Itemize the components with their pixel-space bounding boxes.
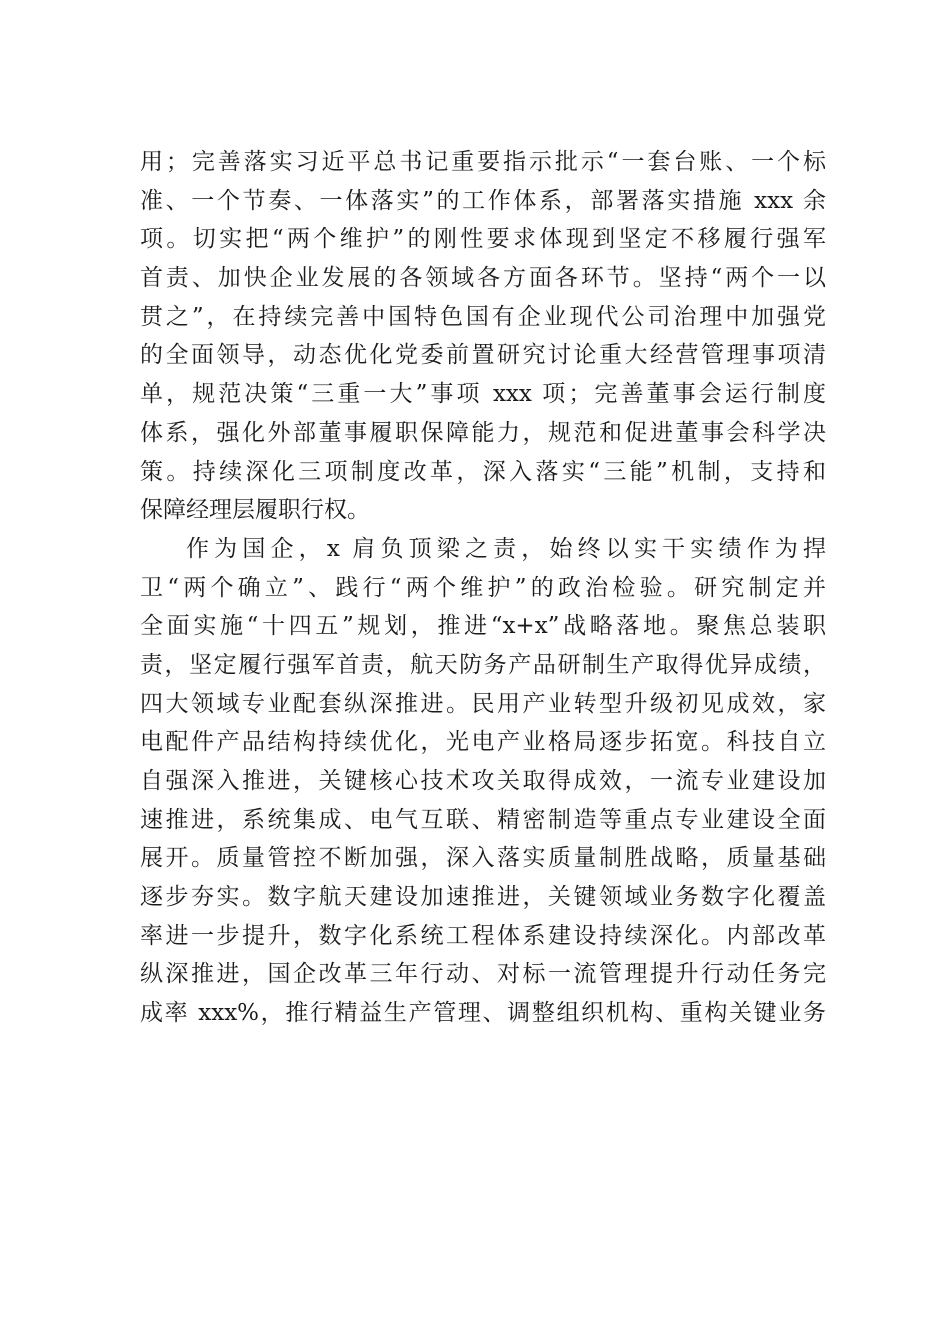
text-line: 作为国企，x 肩负顶梁之责，始终以实干实绩作为捍 [186,535,826,562]
text-line: 纵深推进，国企改革三年行动、对标一流管理提升行动任务完 [140,961,826,988]
text-line: 首责、加快企业发展的各领域各方面各环节。坚持“两个一以 [140,265,826,292]
text-line: 的全面领导，动态优化党委前置研究讨论重大经营管理事项清 [140,342,826,369]
text-line: 项。切实把“两个维护”的刚性要求体现到坚定不移履行强军 [140,226,826,253]
text-line: 策。持续深化三项制度改革，深入落实“三能”机制，支持和 [140,458,826,485]
text-line: 展开。质量管控不断加强，深入落实质量制胜战略，质量基础 [140,845,826,872]
text-line: 速推进，系统集成、电气互联、精密制造等重点专业建设全面 [140,806,826,833]
text-line: 体系，强化外部董事履职保障能力，规范和促进董事会科学决 [140,419,826,446]
text-line: 自强深入推进，关键核心技术攻关取得成效，一流专业建设加 [140,768,826,794]
text-line: 用；完善落实习近平总书记重要指示批示“一套台账、一个标 [140,149,826,175]
text-line: 逐步夯实。数字航天建设加速推进，关键领域业务数字化覆盖 [140,884,826,911]
paragraph-1 [140,143,826,530]
text-line: 率进一步提升，数字化系统工程体系建设持续深化。内部改革 [140,922,826,949]
text-line: 卫“两个确立”、践行“两个维护”的政治检验。研究制定并 [140,574,826,601]
text-line: 贯之”，在持续完善中国特色国有企业现代公司治理中加强党 [140,303,826,330]
text-line: 责，坚定履行强军首责，航天防务产品研制生产取得优异成绩， [140,651,826,678]
text-line: 成率 xxx%，推行精益生产管理、调整组织机构、重构关键业务 [140,1000,826,1027]
text-line: 四大领域专业配套纵深推进。民用产业转型升级初见成效，家 [140,690,826,717]
text-line: 电配件产品结构持续优化，光电产业格局逐步拓宽。科技自立 [140,729,826,756]
text-line: 保障经理层履职行权。 [140,497,370,524]
paragraph-2 [140,530,826,1033]
text-line: 单，规范决策“三重一大”事项 xxx 项；完善董事会运行制度 [140,381,826,408]
text-line: 全面实施“十四五”规划，推进“x+x”战略落地。聚焦总装职 [140,613,826,640]
document-body [140,143,826,1033]
text-line: 准、一个节奏、一体落实”的工作体系，部署落实措施 xxx 余 [140,187,826,214]
